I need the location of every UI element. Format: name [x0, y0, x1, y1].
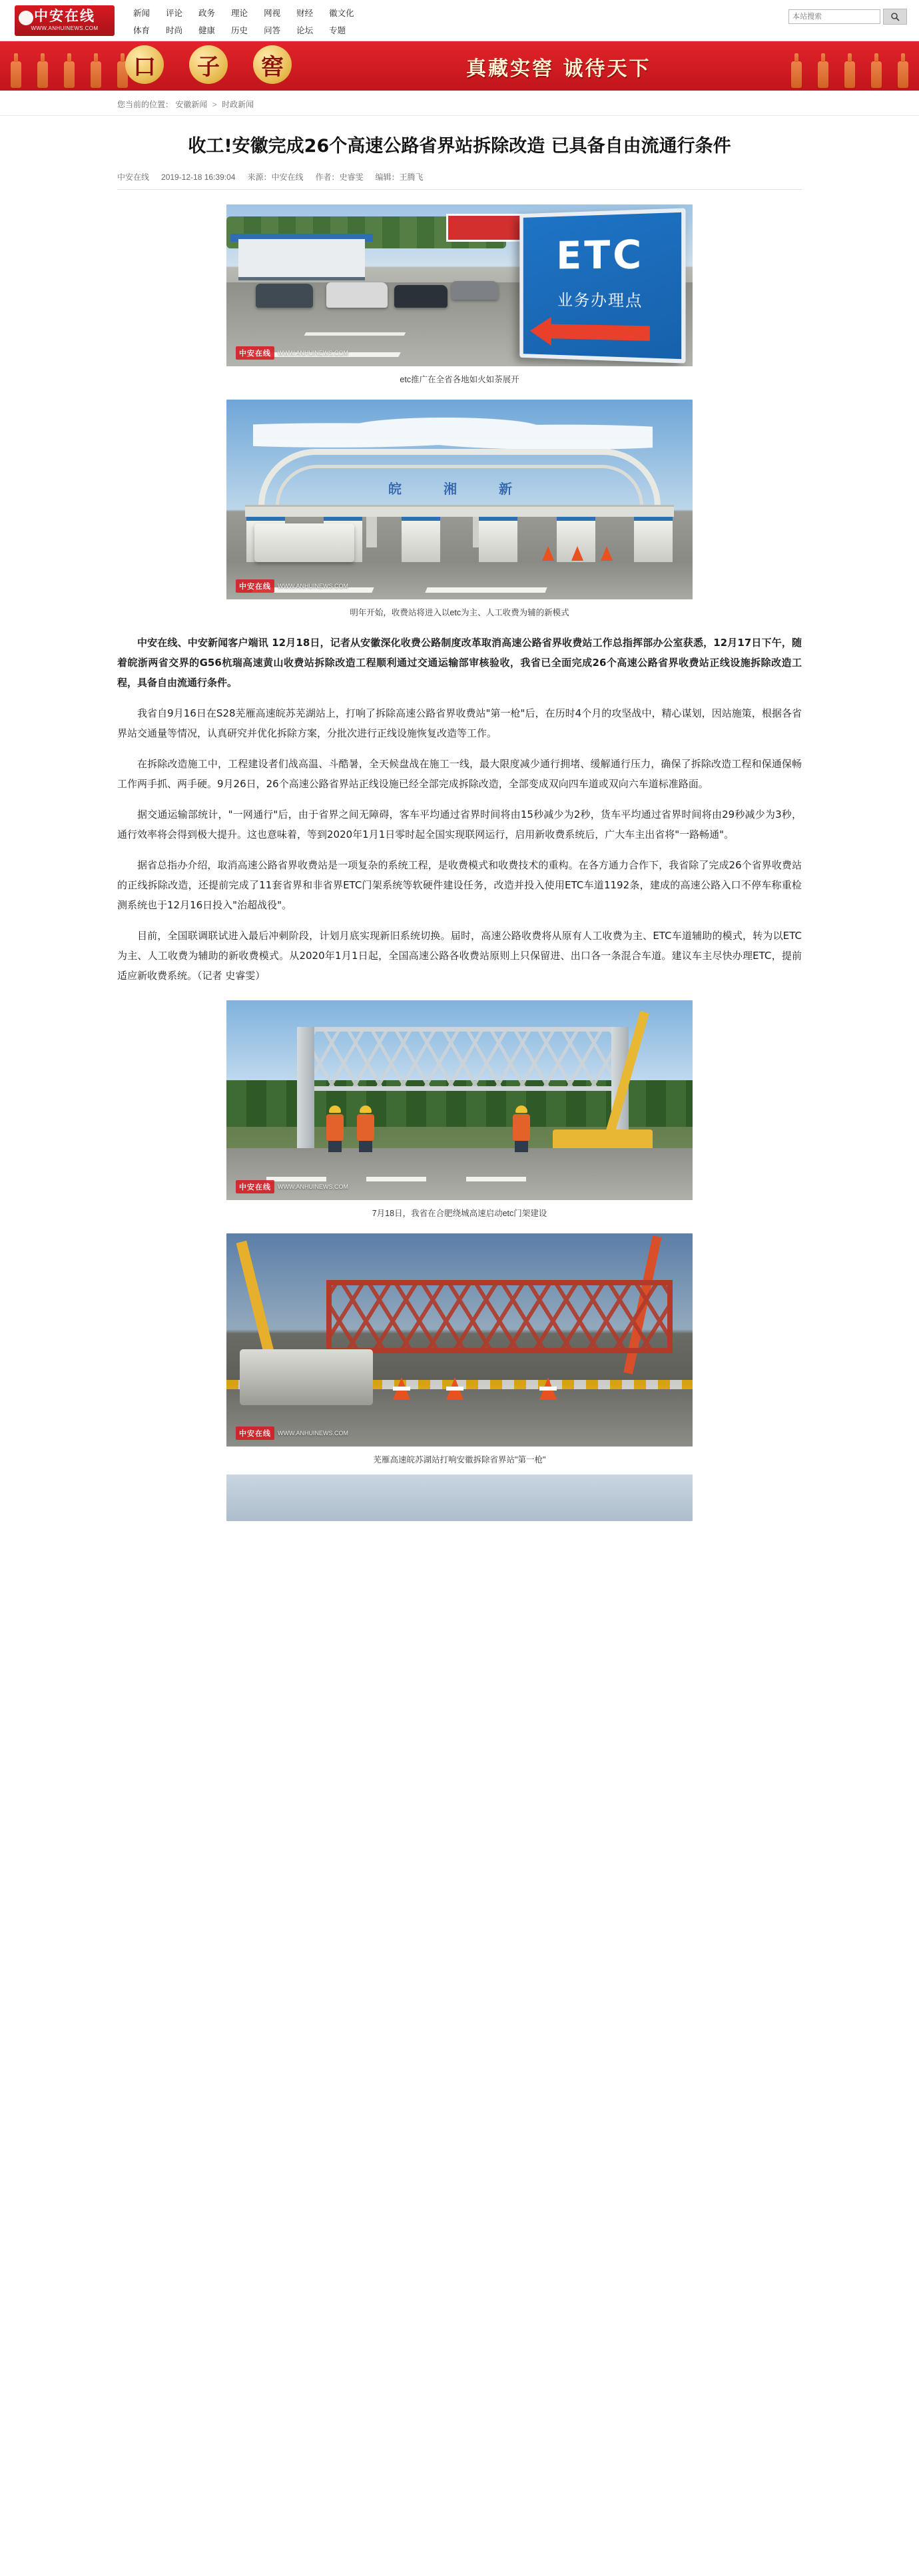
- figure-caption-1: etc推广在全省各地如火如荼展开: [400, 375, 519, 385]
- breadcrumb-bar: [0, 91, 919, 116]
- article-meta: [117, 171, 802, 190]
- banner-brand-characters: [125, 45, 292, 84]
- figure-gantry-build: [117, 1000, 802, 1219]
- photo-first-demolition: [226, 1233, 693, 1447]
- nav-item-topics[interactable]: 专题: [329, 26, 346, 35]
- nav-item-culture[interactable]: 徽文化: [329, 9, 354, 18]
- banner-char-3: 窖: [253, 45, 292, 84]
- paragraph-1: 中安在线、中安新闻客户端讯 12月18日，记者从安徽深化收费公路制度改革取消高速公路省界收费站工作总指挥部办公室获悉，12月17日下午，随着皖浙两省交界的G56杭瑞高速黄山收费站拆除改造工程顺利通过交通运输部审核验收，我省已全面完成26个高速公路省界收费站正线设施拆除改造工程，具备自由流通行条件。: [117, 637, 802, 689]
- breadcrumb-item-politics-news[interactable]: 时政新闻: [222, 100, 254, 109]
- primary-navigation: [133, 5, 354, 36]
- nav-row-2: [133, 24, 354, 36]
- meta-source: 来源：中安在线: [247, 172, 304, 182]
- meta-editor: 编辑：王腾飞: [375, 172, 424, 182]
- watermark-logo: 中安在线: [236, 579, 274, 593]
- banner-right-decoration: [783, 41, 916, 91]
- nav-item-comment[interactable]: 评论: [166, 9, 183, 18]
- meta-site: 中安在线: [117, 172, 150, 182]
- watermark-logo: 中安在线: [236, 1180, 274, 1193]
- nav-item-sports[interactable]: 体育: [133, 26, 151, 35]
- figure-first-demolition: [117, 1233, 802, 1465]
- watermark: [236, 1180, 348, 1193]
- nav-item-qa[interactable]: 问答: [264, 26, 281, 35]
- watermark: [236, 1427, 348, 1440]
- logo-mark-icon: [19, 11, 33, 25]
- photo-etc-sign: [226, 204, 693, 366]
- banner-char-1: 口: [125, 45, 164, 84]
- meta-time: 2019-12-18 16:39:04: [161, 172, 236, 182]
- nav-item-health[interactable]: 健康: [198, 26, 216, 35]
- etc-sign-sub-text: 业务办理点: [557, 290, 643, 310]
- search-input[interactable]: [788, 9, 880, 24]
- breadcrumb-prefix: 您当前的位置：: [117, 100, 174, 109]
- left-arrow-icon: [551, 324, 650, 341]
- article-body: [117, 633, 802, 986]
- figure-caption-4: 芜雁高速皖苏湖站打响安徽拆除省界站"第一枪": [373, 1455, 546, 1465]
- watermark: [236, 346, 348, 360]
- nav-item-history[interactable]: 历史: [231, 26, 248, 35]
- photo-toll-arch: [226, 400, 693, 599]
- meta-author: 作者：史睿雯: [315, 172, 364, 182]
- photo-next-partial: [226, 1474, 693, 1521]
- nav-item-theory[interactable]: 理论: [231, 9, 248, 18]
- nav-item-video[interactable]: 网视: [264, 9, 281, 18]
- search-area: [788, 9, 907, 25]
- article-container: [117, 133, 802, 1548]
- figure-toll-arch: [117, 400, 802, 618]
- watermark-logo: 中安在线: [236, 1427, 274, 1440]
- watermark-url: WWW.ANHUINEWS.COM: [278, 1183, 348, 1191]
- watermark-logo: 中安在线: [236, 346, 274, 360]
- paragraph-6: 目前，全国联调联试进入最后冲刺阶段，计划月底实现新旧系统切换。届时，高速公路收费将从原有人工收费为主、ETC车道辅助的模式，转为以ETC为主、人工收费为辅助的新收费模式。从2020年1月1日起，全国高速公路各收费站原则上只保留进、出口各一条混合车道。建议车主尽快办理ETC，提前适应新收费系统。（记者 史睿雯）: [117, 930, 802, 982]
- site-header: [0, 0, 919, 41]
- watermark-url: WWW.ANHUINEWS.COM: [278, 583, 348, 590]
- search-icon: [890, 12, 900, 21]
- advertisement-banner[interactable]: [0, 41, 919, 91]
- arch-sign-text: 皖 湘 新: [388, 481, 531, 497]
- etc-service-point-sign: [519, 208, 685, 364]
- figure-caption-2: 明年开始，收费站将进入以etc为主、人工收费为辅的新模式: [350, 608, 569, 618]
- etc-sign-main-text: ETC: [556, 231, 645, 278]
- figure-etc-sign: [117, 204, 802, 385]
- paragraph-4: 据交通运输部统计，"一网通行"后，由于省界之间无障碍，客车平均通过省界时间将由15秒减少为2秒，货车平均通过省界时间将由29秒减少为3秒，通行效率将会得到极大提升。这也意味着，等到2020年1月1日零时起全国实现联网运行，启用新收费系统后，广大车主出省将"一路畅通"。: [117, 808, 802, 841]
- nav-item-forum[interactable]: 论坛: [296, 26, 314, 35]
- banner-left-decoration: [3, 41, 136, 91]
- banner-slogan: 真藏实窖 诚待天下: [466, 57, 651, 81]
- breadcrumb: [117, 99, 802, 110]
- site-logo[interactable]: [15, 5, 115, 36]
- paragraph-3: 在拆除改造施工中，工程建设者们战高温、斗酷暑，全天候盘战在施工一线，最大限度减少通行拥堵、缓解通行压力，确保了拆除改造工程和保通保畅工作两手抓、两手硬。9月26日，26个高速公路省界站正线设施已经全部完成拆除改造，全部变成双向四车道或双向六车道标准路面。: [117, 758, 802, 791]
- figure-caption-3: 7月18日，我省在合肥绕城高速启动etc门架建设: [372, 1209, 547, 1219]
- nav-item-fashion[interactable]: 时尚: [166, 26, 183, 35]
- nav-row-1: [133, 7, 354, 19]
- watermark-url: WWW.ANHUINEWS.COM: [278, 1430, 348, 1437]
- logo-title: 中安在线: [34, 8, 95, 24]
- logo-url: WWW.ANHUINEWS.COM: [31, 25, 99, 31]
- breadcrumb-separator: >: [212, 100, 217, 109]
- nav-item-finance[interactable]: 财经: [296, 9, 314, 18]
- paragraph-2: 我省自9月16日在S28芜雁高速皖苏芜湖站上，打响了拆除高速公路省界收费站"第一枪"后，在历时4个月的攻坚战中，精心谋划，因站施策，根据各省界站交通量等情况，认真研究并优化拆除方案，分批次进行正线设施恢复改造等工作。: [117, 707, 802, 740]
- watermark-url: WWW.ANHUINEWS.COM: [278, 350, 348, 357]
- page-title: 收工!安徽完成26个高速公路省界站拆除改造 已具备自由流通行条件: [188, 136, 731, 157]
- nav-item-government[interactable]: 政务: [198, 9, 216, 18]
- search-button[interactable]: [883, 9, 907, 25]
- nav-item-news[interactable]: 新闻: [133, 9, 151, 18]
- watermark: [236, 579, 348, 593]
- paragraph-5: 据省总指办介绍，取消高速公路省界收费站是一项复杂的系统工程，是收费模式和收费技术的重构。在各方通力合作下，我省除了完成26个省界收费站的正线拆除改造，还提前完成了11套省界和非省界ETC门架系统等软硬件建设任务，改造并投入使用ETC车道1192条，建成的高速公路入口不停车称重检测系统也于12月16日投入"治超战役"。: [117, 859, 802, 912]
- photo-gantry-build: [226, 1000, 693, 1200]
- breadcrumb-item-anhui-news[interactable]: 安徽新闻: [175, 100, 208, 109]
- banner-char-2: 子: [189, 45, 228, 84]
